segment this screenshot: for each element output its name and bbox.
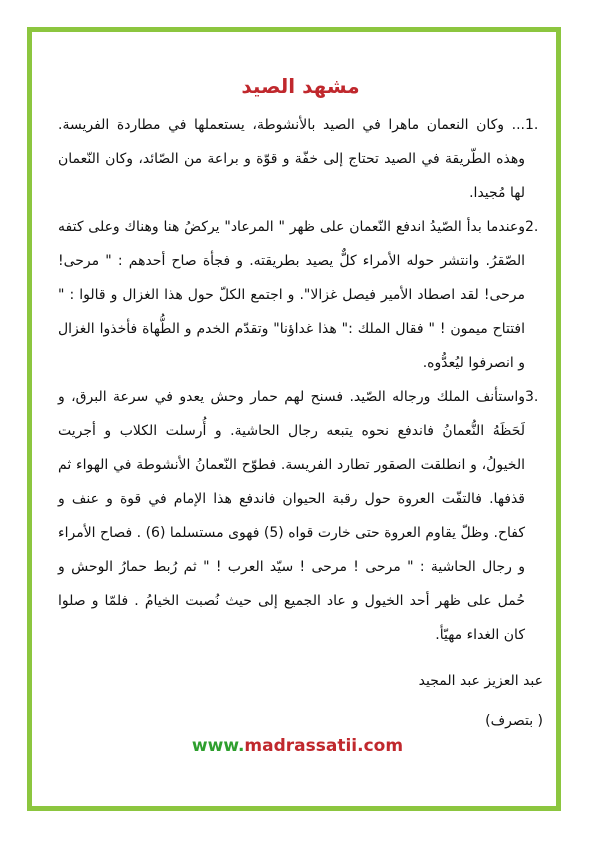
website-prefix: www.	[191, 736, 245, 756]
adaptation-note: ( بتصرف)	[485, 713, 543, 729]
website-link[interactable]	[0, 736, 595, 756]
paragraph-number: 2.	[525, 219, 539, 235]
paragraph-number: 1.	[525, 117, 539, 133]
paragraph-text: ... وكان النعمان ماهرا في الصيد بالأنشوطة، يستعملها في مطاردة الفريسة. وهذه الطّريقة في الصيد تحتاج إلى خفّة و قوّة و براعة من الصّائد، وكان النّعمان لها مُجيدا.	[58, 117, 525, 201]
paragraph-text: وعندما بدأ الصّيدُ اندفع النّعمان على ظهر " المرعاد" يركضُ هنا وهناك وعلى كتفه الصّقرُ. وانتشر حوله الأمراء كلٌّ يصيد بطريقته. و فجأة صاح أحدهم : " مرحى! مرحى! لقد اصطاد الأمير فيصل غزالا". و اجتمع الكلّ حول هذا الغزال و قالوا : " افتتاح ميمون ! " فقال الملك :" هذا غداؤنا" وتقدّم الخدم و الطُّهاة فأخذوا الغزال و انصرفوا ليُعدُّوه.	[58, 219, 525, 371]
paragraph-text: واستأنف الملك ورجاله الصّيد. فسنح لهم حمار وحش يعدو في سرعة البرق، و لَحَظَهُ النُّعمانُ فاندفع نحوه يتبعه رجال الحاشية. و أُرسلت الكلاب و أجريت الخيولُ، و انطلقت الصقور تطارد الفريسة. فطوّح النّعمانُ الأنشوطة في الهواء ثم قذفها. فالتفّت العروة حول رقبة الحيوان فاندفع هذا الإمام في قوة و عنف و كفاح. وظلّ يقاوم العروة حتى خارت قواه (5) فهوى مستسلما (6) . فصاح الأمراء و رجال الحاشية : " مرحى ! مرحى ! سيّد العرب ! " ثم رُبط حمارُ الوحش و حُمل على ظهر أحد الخيول و عاد الجميع إلى حيث نُصبت الخيامُ . فلمّا و صلوا كان الغداء مهيّأ.	[58, 389, 525, 643]
paragraph-number: 3.	[525, 389, 539, 405]
paragraph-3	[58, 380, 543, 652]
paragraph-1	[58, 108, 543, 210]
document-body	[58, 70, 543, 736]
document-title: مشهد الصيد	[241, 74, 360, 98]
author-name: عبد العزيز عبد المجيد	[418, 673, 543, 689]
website-domain: madrassatii.com	[244, 736, 404, 756]
paragraph-2	[58, 210, 543, 380]
